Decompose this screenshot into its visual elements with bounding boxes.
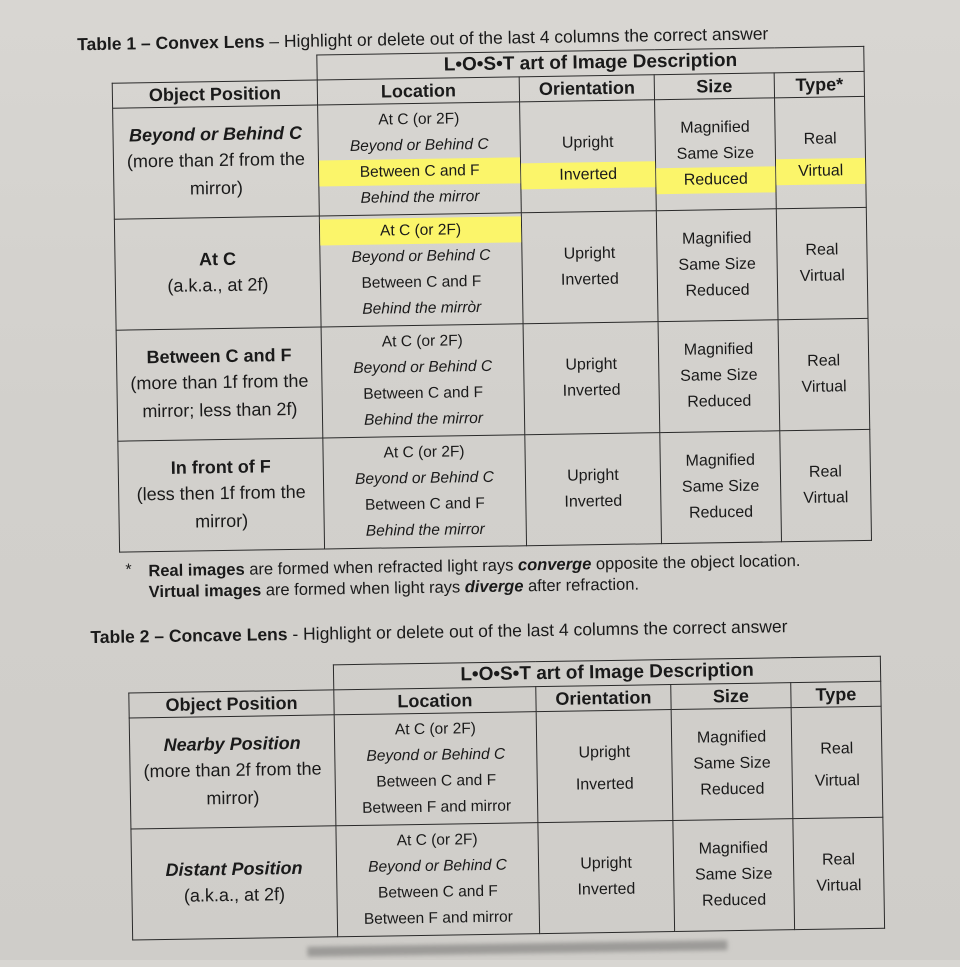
- location-option[interactable]: Between C and F: [364, 494, 485, 514]
- table1-convex-lens: [111, 46, 872, 553]
- location-option[interactable]: Between C and F: [363, 383, 484, 403]
- table2-heading-title: Table 2 – Concave Lens: [90, 624, 288, 648]
- size-option[interactable]: Same Size: [693, 754, 771, 773]
- table-row: [113, 96, 867, 219]
- type-option[interactable]: Real: [820, 740, 854, 758]
- orientation-option[interactable]: Inverted: [562, 381, 621, 400]
- location-option[interactable]: Behind the mirror: [360, 187, 480, 207]
- table1-header-position: Object Position: [112, 80, 317, 108]
- footnote-real: Real images are formed when refracted light rays converge opposite the object location.: [148, 551, 801, 581]
- location-cell: [334, 712, 538, 826]
- size-option[interactable]: Same Size: [676, 144, 755, 163]
- location-option[interactable]: Between F and mirror: [363, 908, 514, 928]
- size-option[interactable]: Magnified: [696, 728, 767, 747]
- position-title: Beyond or Behind C: [128, 122, 303, 146]
- cut-off-text-blur: [307, 940, 727, 957]
- size-option[interactable]: Magnified: [680, 118, 750, 137]
- location-option[interactable]: Between C and F: [361, 272, 482, 292]
- type-option[interactable]: Real: [821, 851, 856, 869]
- size-option[interactable]: Magnified: [683, 340, 754, 359]
- table-row: [129, 706, 883, 829]
- table2-corner: [128, 665, 333, 693]
- location-option[interactable]: At C (or 2F): [383, 443, 465, 462]
- location-cell: [323, 435, 527, 549]
- table1-header-type: Type*: [774, 71, 864, 97]
- type-cell: [776, 207, 868, 319]
- type-cell: [775, 96, 867, 208]
- location-option[interactable]: Between F and mirror: [361, 797, 512, 817]
- type-option[interactable]: Virtual: [803, 489, 849, 507]
- size-cell: [671, 708, 793, 821]
- size-option[interactable]: Reduced: [688, 503, 754, 522]
- position-cell: [114, 216, 321, 330]
- table1-heading-title: Table 1 – Convex Lens: [76, 31, 265, 55]
- type-option[interactable]: Virtual: [814, 772, 860, 790]
- table1-banner: L•O•S•T art of Image Description: [317, 46, 864, 80]
- size-cell: [673, 819, 795, 932]
- orientation-option[interactable]: Upright: [580, 854, 632, 873]
- location-option-highlighted[interactable]: Between C and F: [319, 157, 520, 186]
- type-option[interactable]: Real: [803, 130, 837, 148]
- position-detail: mirror): [194, 510, 249, 532]
- position-cell: [131, 826, 338, 940]
- orientation-option[interactable]: Upright: [563, 244, 616, 263]
- location-cell: [319, 213, 523, 327]
- location-cell: [318, 102, 522, 216]
- type-option[interactable]: Real: [808, 463, 843, 481]
- table1-header-location: Location: [317, 77, 519, 105]
- size-option-highlighted[interactable]: Reduced: [656, 166, 775, 194]
- size-cell: [656, 209, 778, 322]
- table2-banner: L•O•S•T art of Image Description: [333, 656, 880, 690]
- orientation-option[interactable]: Inverted: [564, 492, 623, 511]
- size-option[interactable]: Magnified: [698, 839, 769, 858]
- position-detail: mirror): [189, 177, 244, 199]
- location-option[interactable]: Beyond or Behind C: [351, 246, 491, 266]
- footnote-asterisk: *: [125, 561, 132, 579]
- type-cell: [780, 429, 872, 541]
- position-detail: (a.k.a., at 2f): [167, 274, 269, 296]
- position-detail: (more than 2f from the: [126, 148, 306, 172]
- location-option[interactable]: Beyond or Behind C: [366, 745, 506, 765]
- location-option[interactable]: Beyond or Behind C: [353, 357, 493, 377]
- position-detail: mirror): [206, 787, 260, 809]
- orientation-option[interactable]: Upright: [565, 355, 618, 374]
- size-option[interactable]: Same Size: [678, 255, 756, 274]
- location-option-highlighted[interactable]: At C (or 2F): [320, 216, 521, 245]
- position-detail: (more than 2f from the: [143, 758, 322, 782]
- location-option[interactable]: Beyond or Behind C: [368, 856, 508, 876]
- size-option[interactable]: Magnified: [681, 229, 752, 248]
- type-option[interactable]: Real: [807, 352, 841, 370]
- table-row: [114, 207, 868, 330]
- location-option[interactable]: Beyond or Behind C: [349, 135, 489, 156]
- type-cell: [778, 318, 870, 430]
- orientation-option[interactable]: Upright: [567, 466, 619, 485]
- position-title: In front of F: [170, 456, 271, 478]
- position-cell: [118, 438, 325, 552]
- table-row: [116, 318, 870, 441]
- position-title: Between C and F: [146, 344, 292, 368]
- type-option[interactable]: Virtual: [801, 378, 847, 396]
- position-detail: (more than 1f from the: [130, 370, 309, 394]
- orientation-cell: [536, 710, 673, 823]
- size-cell: [655, 98, 777, 211]
- size-option[interactable]: Same Size: [681, 477, 760, 496]
- orientation-option[interactable]: Upright: [561, 133, 614, 152]
- orientation-cell: [525, 433, 662, 546]
- table2-header-type: Type: [791, 681, 881, 707]
- position-detail: mirror; less than 2f): [142, 398, 298, 422]
- type-cell: [793, 817, 885, 929]
- footnote: [148, 551, 801, 603]
- size-option[interactable]: Reduced: [700, 780, 765, 799]
- position-detail: (a.k.a., at 2f): [183, 884, 286, 906]
- location-option[interactable]: At C (or 2F): [381, 332, 463, 351]
- position-detail: (less then 1f from the: [136, 481, 306, 505]
- orientation-cell: [538, 821, 675, 934]
- location-cell: [321, 324, 525, 438]
- orientation-option[interactable]: Inverted: [577, 880, 636, 899]
- orientation-option-highlighted[interactable]: Inverted: [521, 161, 655, 189]
- table2-header-size: Size: [671, 683, 791, 710]
- orientation-cell: [520, 100, 657, 213]
- size-option[interactable]: Reduced: [687, 392, 752, 411]
- orientation-option[interactable]: Upright: [578, 743, 631, 762]
- location-option[interactable]: Behind the mirròr: [362, 298, 482, 318]
- table2-concave-lens: [128, 656, 885, 941]
- table2-heading: [90, 616, 787, 648]
- orientation-cell: [521, 211, 658, 324]
- position-cell: [113, 105, 320, 219]
- table1-header-size: Size: [654, 73, 774, 100]
- footnote-virtual: Virtual images are formed when light rays diverge after refraction.: [148, 575, 640, 602]
- size-option[interactable]: Magnified: [685, 451, 756, 470]
- size-option[interactable]: Reduced: [685, 281, 750, 300]
- location-option[interactable]: Behind the mirror: [363, 409, 484, 429]
- table2-heading-instruction: - Highlight or delete out of the last 4 columns the correct answer: [287, 616, 788, 645]
- location-option[interactable]: Beyond or Behind C: [354, 468, 494, 488]
- location-option[interactable]: Between C and F: [377, 882, 498, 902]
- type-option-highlighted[interactable]: Virtual: [776, 158, 865, 185]
- type-cell: [791, 706, 883, 818]
- location-option[interactable]: Behind the mirror: [365, 520, 485, 540]
- table-row: [131, 817, 885, 940]
- type-option[interactable]: Virtual: [799, 267, 846, 285]
- table2-header-orientation: Orientation: [536, 685, 671, 712]
- table2-header-position: Object Position: [129, 690, 334, 718]
- position-cell: [116, 327, 323, 441]
- table-row: [118, 429, 872, 552]
- size-option[interactable]: Reduced: [701, 891, 767, 910]
- size-cell: [658, 320, 780, 433]
- location-option[interactable]: At C (or 2F): [396, 831, 478, 850]
- location-option[interactable]: At C (or 2F): [378, 110, 460, 129]
- size-cell: [660, 431, 782, 544]
- position-title: Nearby Position: [163, 732, 301, 756]
- position-title: Distant Position: [165, 857, 303, 880]
- size-option[interactable]: Same Size: [694, 865, 773, 884]
- orientation-option[interactable]: Inverted: [575, 775, 634, 794]
- table1-header-orientation: Orientation: [519, 75, 654, 102]
- position-cell: [129, 715, 336, 829]
- orientation-option[interactable]: Inverted: [560, 270, 619, 289]
- type-option[interactable]: Virtual: [816, 877, 862, 895]
- table1-heading-instruction: – Highlight or delete out of the last 4 columns the correct answer: [264, 23, 769, 52]
- location-option[interactable]: At C (or 2F): [394, 720, 477, 739]
- location-option[interactable]: Between C and F: [376, 771, 497, 791]
- size-option[interactable]: Same Size: [680, 366, 758, 385]
- type-option[interactable]: Real: [805, 241, 839, 259]
- location-cell: [336, 823, 540, 937]
- table2-header-location: Location: [334, 687, 536, 715]
- table1-corner: [112, 55, 317, 83]
- position-title: At C: [198, 248, 237, 270]
- orientation-cell: [523, 322, 660, 435]
